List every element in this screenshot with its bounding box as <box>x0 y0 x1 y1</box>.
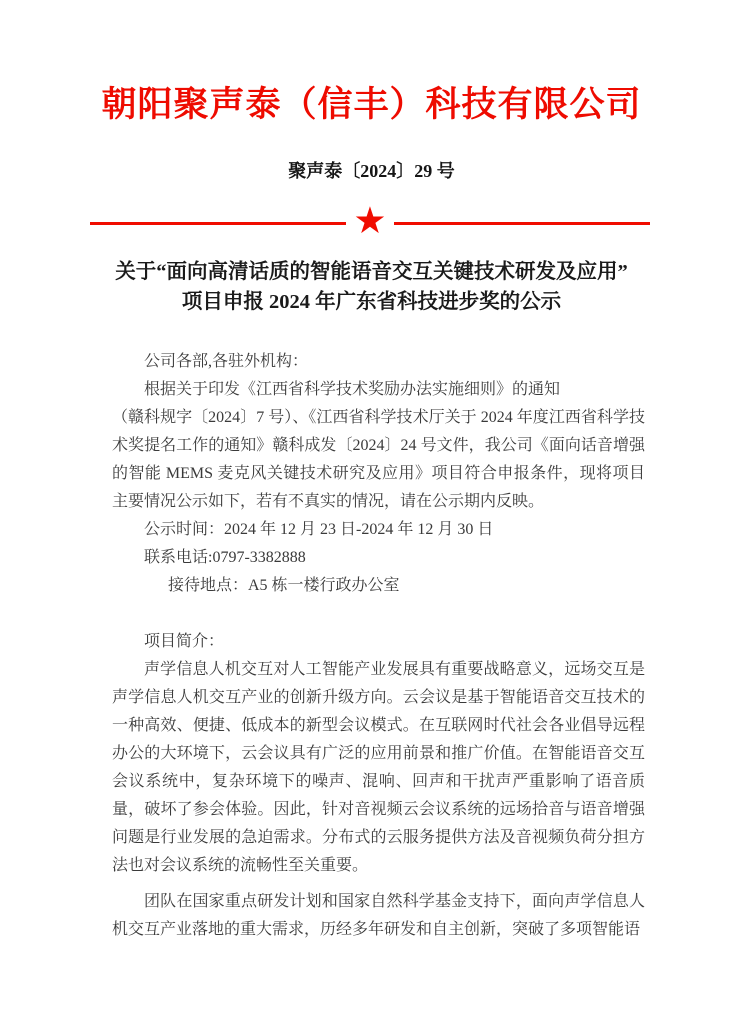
document-title-line2: 项目申报 2024 年广东省科技进步奖的公示 <box>181 291 562 313</box>
red-star-divider <box>90 201 650 242</box>
project-intro-paragraph-2: 团队在国家重点研发计划和国家自然科学基金支持下，面向声学信息人机交互产业落地的重大需求，历经多年研发和自主创新，突破了多项智能语 <box>112 893 645 938</box>
project-intro-paragraph-1: 声学信息人机交互对人工智能产业发展具有重要战略意义，远场交互是声学信息人机交互产业的创新升级方向。云会议是基于智能语音交互技术的一种高效、便捷、低成本的新型会议模式。在互联网时代社会各业倡导远程办公的大环境下，云会议具有广泛的应用前景和推广价值。在智能语音交互会议系统中，复杂环境下的噪声、混响、回声和干扰声严重影响了语音质量，破坏了参会体验。因此，针对音视频云会议系统的远场拾音与语音增强问题是行业发展的急迫需求。分布式的云服务提供方法及音视频负荷分担方法也对会议系统的流畅性至关重要。 <box>112 661 645 874</box>
document-body <box>112 348 645 944</box>
contact-phone: 联系电话:0797-3382888 <box>144 549 306 566</box>
document-title <box>98 257 645 317</box>
divider-line-right <box>394 222 650 225</box>
project-intro-heading: 项目简介： <box>144 633 225 650</box>
divider-line-left <box>90 222 346 225</box>
star-icon: ★ <box>353 201 387 242</box>
basis-intro-line: 根据关于印发《江西省科学技术奖励办法实施细则》的通知 <box>144 381 561 398</box>
document-title-line1: 关于“面向高清话质的智能语音交互关键技术研发及应用” <box>115 261 628 283</box>
reception-place: 接待地点：A5 栋一楼行政办公室 <box>168 577 400 594</box>
publicity-time: 公示时间：2024 年 12 月 23 日-2024 年 12 月 30 日 <box>144 521 494 538</box>
company-name-header: 朝阳聚声泰（信丰）科技有限公司 <box>101 85 642 124</box>
salutation: 公司各部,各驻外机构： <box>144 353 309 370</box>
document-number: 聚声泰〔2024〕29 号 <box>288 161 455 181</box>
basis-paragraph: （赣科规字〔2024〕7 号）、《江西省科学技术厅关于 2024 年度江西省科学技术奖提名工作的通知》赣科成发〔2024〕24 号文件，我公司《面向话音增强的智能 MEMS 麦克风关键技术研究及应用》项目符合申报条件，现将项目主要情况公示如下，若有不真实的情况，请在公示期内反映。 <box>112 409 645 510</box>
